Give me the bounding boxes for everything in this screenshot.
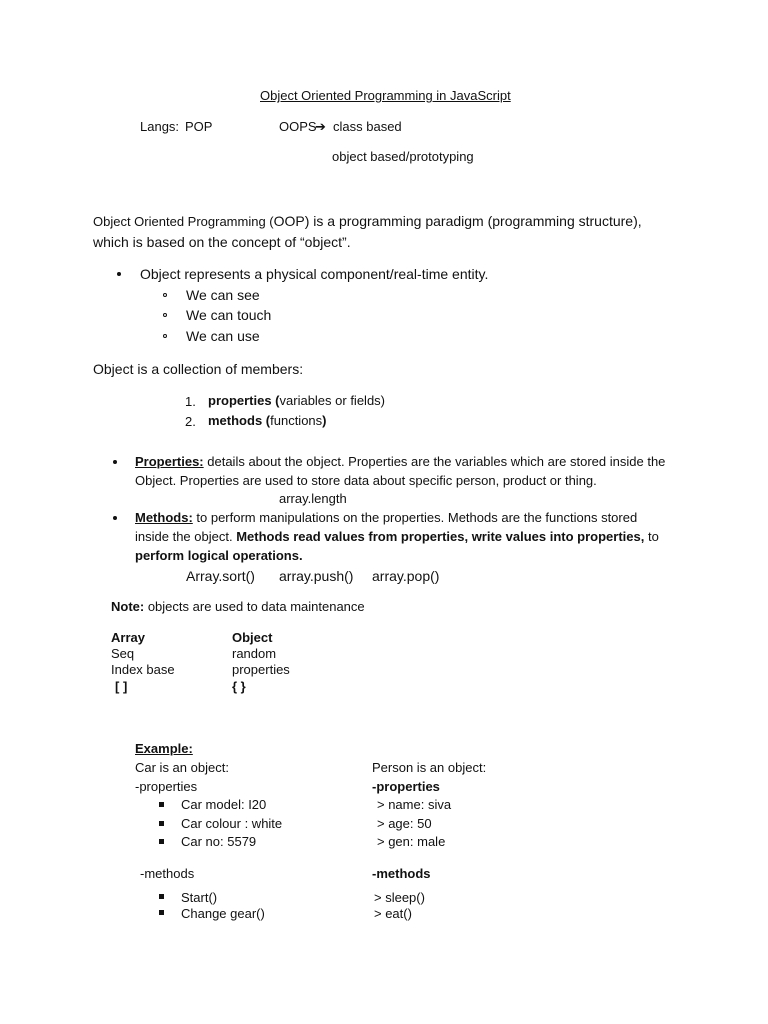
- properties-text: details about the object. Properties are the variables which are stored inside the: [203, 454, 666, 469]
- car-property: Car model: I20: [181, 797, 267, 812]
- array-header: Array: [111, 630, 145, 645]
- compare-cell: random: [232, 646, 277, 661]
- member-properties-rest: variables or fields): [279, 393, 386, 408]
- list-number: 2.: [185, 414, 196, 429]
- person-method: > eat(): [374, 906, 412, 921]
- person-property: > gen: male: [377, 834, 446, 849]
- methods-label: Methods:: [135, 510, 193, 525]
- bullet-circle: [163, 293, 167, 297]
- methods-line-2: [135, 529, 659, 545]
- car-method: Start(): [181, 890, 218, 905]
- member-methods-bold: methods (: [208, 413, 271, 428]
- page-title: Object Oriented Programming in JavaScript: [260, 88, 511, 103]
- intro-part-a: Object Oriented Programming (: [93, 214, 274, 229]
- langs-class-based: class based: [333, 119, 402, 134]
- langs-object-based: object based/prototyping: [332, 149, 474, 164]
- compare-cell: properties: [232, 662, 290, 677]
- compare-cell: { }: [232, 679, 246, 694]
- bullet-square: [159, 802, 164, 807]
- properties-line-2: Object. Properties are used to store data about specific person, product or thing.: [135, 473, 597, 488]
- bullet-dot: [117, 272, 121, 276]
- langs-pop: POP: [185, 119, 213, 134]
- car-methods-label: -methods: [140, 866, 195, 881]
- methods-text: to: [644, 529, 659, 544]
- member-methods: [208, 413, 327, 429]
- method-example: array.push(): [279, 568, 354, 584]
- intro-line-1: [93, 213, 642, 230]
- methods-text: inside the object.: [135, 529, 237, 544]
- bullet-circle: [163, 334, 167, 338]
- properties-line-1: [135, 454, 665, 470]
- methods-text: to perform manipulations on the properties. Methods are the functions stored: [192, 510, 638, 525]
- example-label: Example:: [135, 741, 193, 756]
- car-property: Car colour : white: [181, 816, 283, 831]
- sub-bullet: We can see: [186, 287, 260, 303]
- list-number: 1.: [185, 394, 196, 409]
- car-title: Car is an object:: [135, 760, 229, 775]
- note-text: objects are used to data maintenance: [144, 599, 365, 614]
- intro-part-b: OOP) is a programming paradigm (programming structure),: [273, 213, 642, 229]
- bullet-dot: [113, 516, 117, 520]
- member-methods-rest: functions: [270, 413, 323, 428]
- car-property: Car no: 5579: [181, 834, 257, 849]
- person-properties-label: -properties: [372, 779, 440, 794]
- note: [111, 599, 365, 615]
- langs-label: Langs:: [140, 119, 180, 134]
- member-properties-bold: properties (: [208, 393, 280, 408]
- method-example: Array.sort(): [186, 568, 255, 584]
- langs-oops: OOPS: [279, 119, 317, 134]
- sub-bullet: We can touch: [186, 307, 272, 323]
- car-properties-label: -properties: [135, 779, 198, 794]
- properties-example: array.length: [279, 491, 347, 506]
- person-property: > name: siva: [377, 797, 452, 812]
- methods-bold-text: Methods read values from properties, write values into properties,: [236, 529, 645, 544]
- bullet-square: [159, 910, 164, 915]
- bullet-square: [159, 894, 164, 899]
- object-header: Object: [232, 630, 273, 645]
- bullet-square: [159, 839, 164, 844]
- bullet-dot: [113, 460, 117, 464]
- member-methods-close: ): [322, 413, 327, 428]
- compare-cell: Seq: [111, 646, 135, 661]
- methods-line-3: perform logical operations.: [135, 548, 303, 563]
- properties-label: Properties:: [135, 454, 204, 469]
- compare-cell: Index base: [111, 662, 175, 677]
- sub-bullet: We can use: [186, 328, 260, 344]
- person-methods-label: -methods: [372, 866, 431, 881]
- bullet-square: [159, 821, 164, 826]
- car-method: Change gear(): [181, 906, 265, 921]
- member-properties: [208, 393, 385, 409]
- arrow-right-icon: ➔: [315, 119, 326, 134]
- methods-line-1: [135, 510, 637, 526]
- compare-cell: [ ]: [115, 679, 128, 694]
- person-property: > age: 50: [377, 816, 432, 831]
- person-method: > sleep(): [374, 890, 425, 905]
- object-bullet: Object represents a physical component/real-time entity.: [140, 266, 489, 282]
- person-title: Person is an object:: [372, 760, 487, 775]
- collection-heading: Object is a collection of members:: [93, 361, 304, 377]
- method-example: array.pop(): [372, 568, 440, 584]
- intro-line-2: which is based on the concept of “object”.: [93, 234, 351, 250]
- bullet-circle: [163, 313, 167, 317]
- note-label: Note:: [111, 599, 145, 614]
